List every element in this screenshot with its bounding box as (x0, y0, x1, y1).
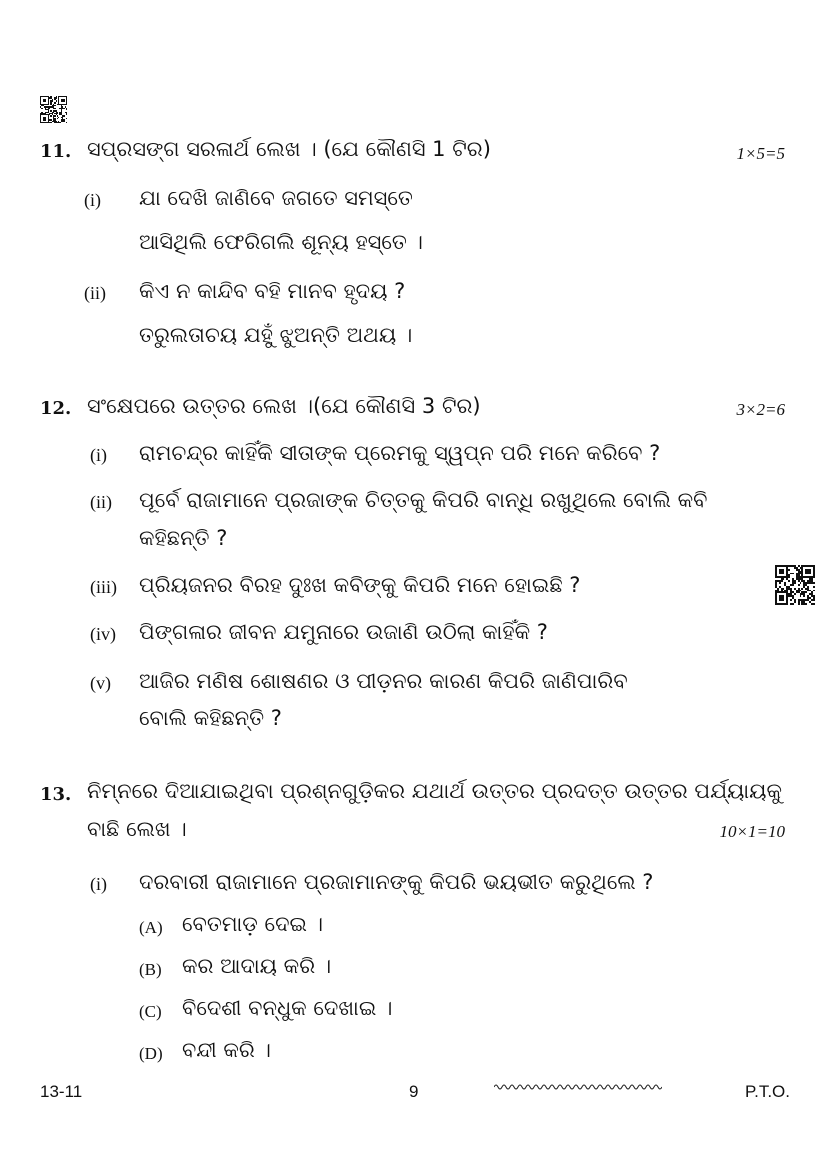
part-text: ପୂର୍ବେ ରାଜାମାନେ ପ୍ରଜାଙ୍କ ଚିତ୍ତକୁ କିପରି ବାନ୍ଧି ରଖୁଥିଲେ ବୋଲି କବି (139, 488, 708, 512)
question-text: ନିମ୍ନରେ ଦିଆଯାଇଥିବା ପ୍ରଶ୍ନଗୁଡ଼ିକର ଯଥାର୍ଥ ଉତ୍ତର ପ୍ରଦତ୍ତ ଉତ୍ତର ପର୍ଯ୍ୟାୟକୁ (87, 779, 783, 803)
marks-label: 1×5=5 (736, 144, 785, 163)
qr-code-icon (775, 565, 815, 605)
question-number: 11. (40, 141, 72, 162)
part-text: ପ୍ରିୟଜନର ବିରହ ଦୁଃଖ କବିଙ୍କୁ କିପରି ମନେ ହୋଇଛି ? (139, 573, 581, 597)
poem-line: ଆସିଥିଲି ଫେରିଗଲି ଶୂନ୍ୟ ହସ୍ତେ । (139, 230, 423, 254)
poem-line: ଯା ଦେଖି ଜାଣିବେ ଜଗତେ ସମସ୍ତେ (139, 186, 413, 210)
part-label: (i) (84, 190, 101, 210)
part-text: ରାମଚନ୍ଦ୍ର କାହିଁକି ସୀତାଙ୍କ ପ୍ରେମକୁ ସ୍ୱପ୍ନ ପରି ମନେ କରିବେ ? (139, 441, 661, 465)
part-text: ବୋଲି କହିଛନ୍ତି ? (139, 706, 282, 730)
part-label: (iv) (90, 624, 116, 644)
part-text: ଦରବାରୀ ରାଜାମାନେ ପ୍ରଜାମାନଙ୍କୁ କିପରି ଭୟଭୀତ କରୁଥିଲେ ? (139, 870, 654, 894)
page-number: 9 (409, 1082, 419, 1101)
option-text: ବିଦେଶୀ ବନ୍ଧୁକ ଦେଖାଇ । (182, 996, 393, 1020)
part-text: ଆଜିର ମଣିଷ ଶୋଷଣର ଓ ପୀଡ଼ନର କାରଣ କିପରି ଜାଣିପାରିବ (139, 669, 628, 693)
part-label: (v) (90, 673, 111, 693)
paper-code: 13-11 (40, 1082, 83, 1101)
part-text: ପିଙ୍ଗଳାର ଜୀବନ ଯମୁନାରେ ଉଜାଣି ଉଠିଲା କାହିଁକି ? (139, 620, 548, 644)
marks-label: 3×2=6 (736, 400, 785, 419)
option-label: (D) (139, 1044, 163, 1063)
option-label: (A) (139, 918, 163, 937)
question-text: ବାଛି ଲେଖ । (87, 817, 187, 841)
option-label: (B) (139, 960, 162, 979)
question-text: ସଂକ୍ଷେପରେ ଉତ୍ତର ଲେଖ ।(ଯେ କୌଣସି 3 ଟିର) (87, 394, 481, 418)
poem-line: କିଏ ନ କାନ୍ଦିବ ବହି ମାନବ ହୃଦୟ ? (139, 279, 406, 303)
poem-line: ତରୁଲତାଚୟ ଯହୁଁ ଝୁଅନ୍ତି ଅଥୟ । (139, 323, 413, 347)
question-text: ସପ୍ରସଙ୍ଗ ସରଳାର୍ଥ ଲେଖ । (ଯେ କୌଣସି 1 ଟିର) (87, 137, 491, 161)
qr-code-icon (40, 96, 67, 123)
part-label: (iii) (90, 577, 117, 597)
option-text: ବନ୍ଦୀ କରି । (182, 1038, 271, 1062)
decorative-wavy-line (494, 1082, 662, 1092)
part-label: (ii) (84, 283, 106, 303)
part-label: (i) (90, 445, 107, 465)
option-label: (C) (139, 1002, 162, 1021)
part-text: କହିଛନ୍ତି ? (139, 526, 228, 550)
marks-label: 10×1=10 (719, 822, 785, 841)
option-text: ବେତମାଡ଼ ଦେଇ । (182, 912, 324, 936)
option-text: କର ଆଦାୟ କରି । (182, 954, 332, 978)
part-label: (ii) (90, 492, 112, 512)
question-number: 12. (40, 398, 72, 419)
part-label: (i) (90, 874, 107, 894)
pto-label: P.T.O. (744, 1082, 790, 1101)
question-number: 13. (40, 784, 72, 805)
